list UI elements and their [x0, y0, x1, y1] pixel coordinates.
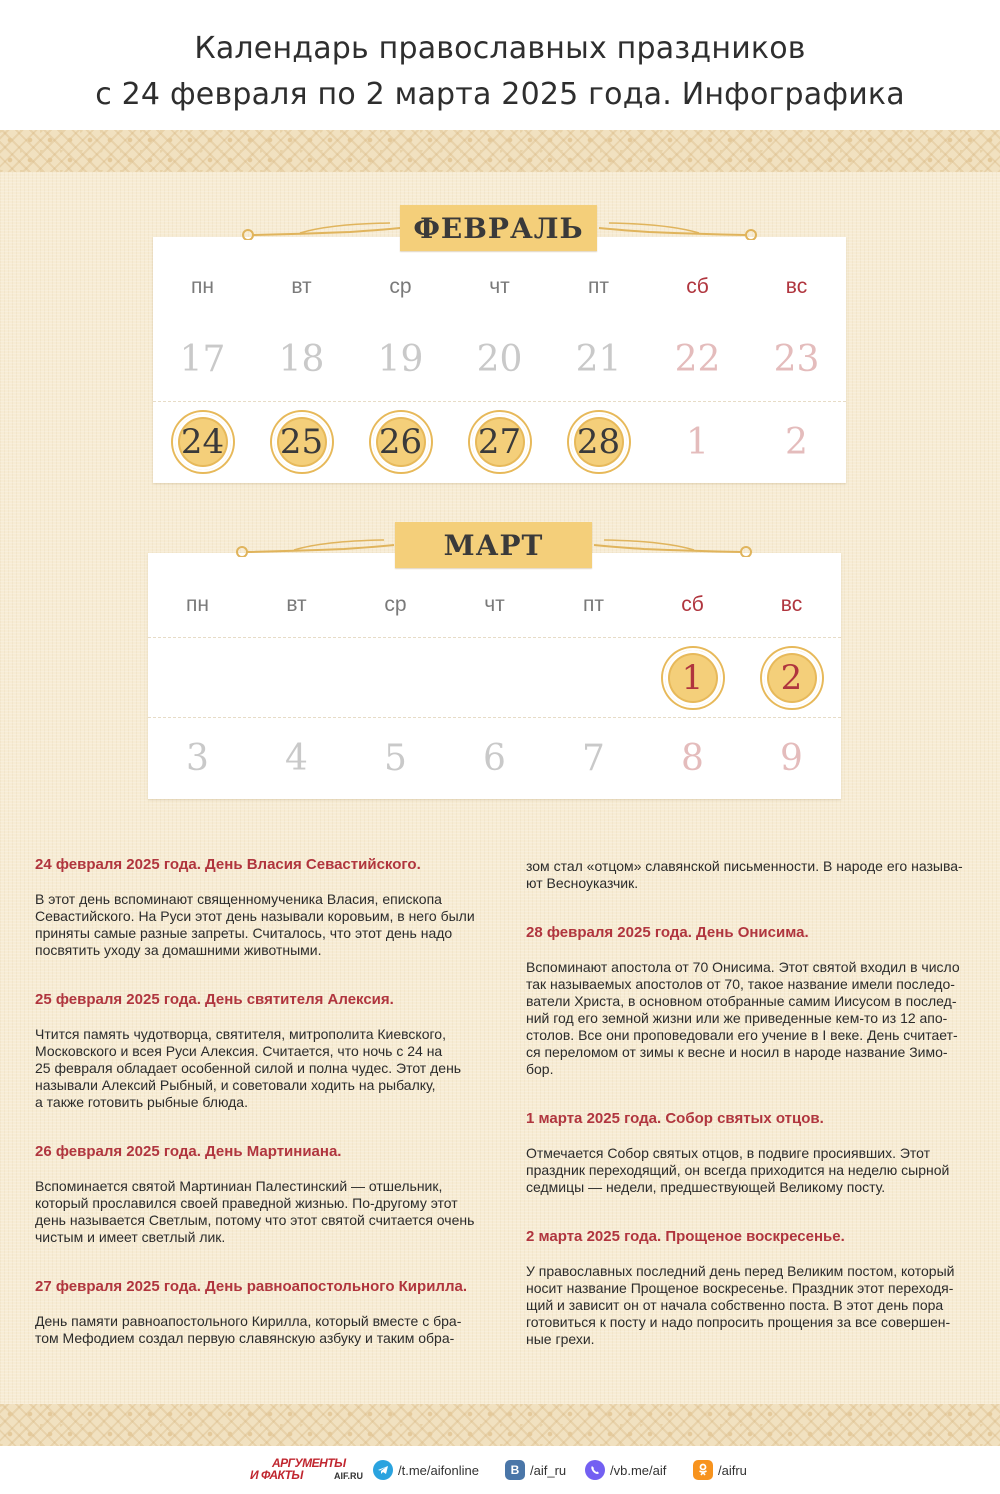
day-highlight-circle: 24 — [173, 412, 233, 472]
day-highlight-circle: 2 — [762, 648, 822, 708]
day-cell-highlighted — [643, 638, 742, 718]
day-cell: 7 — [582, 737, 605, 779]
day-cell: 9 — [780, 737, 803, 779]
social-label: /aif_ru — [530, 1462, 567, 1478]
event-heading: 26 февраля 2025 года. День Мартиниана. — [35, 1143, 342, 1160]
calendar-february — [153, 237, 846, 483]
day-cell: 21 — [575, 338, 622, 380]
weekday-sat: сб — [686, 275, 709, 298]
weekday-wed: ср — [384, 593, 407, 616]
day-cell-empty — [346, 638, 445, 718]
day-cell-empty — [445, 638, 544, 718]
viber-icon — [585, 1460, 605, 1480]
day-cell: 23 — [773, 338, 820, 380]
day-cell-highlighted — [549, 402, 648, 482]
week-row-1 — [153, 319, 846, 399]
social-link-viber[interactable] — [585, 1460, 666, 1480]
month-label-february: ФЕВРАЛЬ — [400, 205, 597, 251]
weekday-row — [153, 247, 846, 327]
week-row-1 — [148, 637, 841, 717]
title-line-1: Календарь православных праздников — [194, 31, 806, 66]
flourish-left-icon — [234, 537, 396, 557]
month-label-march: МАРТ — [395, 522, 592, 568]
day-cell-highlighted — [742, 638, 841, 718]
flourish-left-icon — [240, 220, 402, 240]
event-body: День памяти равноапостольного Кирилла, который вместе с бра- том Мефодием создал первую славянскую азбуку и таким обра- — [35, 1313, 462, 1346]
title-line-2: с 24 февраля по 2 марта 2025 года. Инфографика — [95, 77, 905, 112]
week-row-2 — [153, 401, 846, 481]
telegram-icon — [373, 1460, 393, 1480]
event-26-feb — [35, 1143, 475, 1246]
social-link-telegram[interactable] — [373, 1460, 479, 1480]
events-column-right — [526, 858, 966, 1348]
event-heading: 27 февраля 2025 года. День равноапостольного Кирилла. — [35, 1278, 467, 1295]
weekday-sun: вс — [785, 275, 808, 298]
event-27-feb — [35, 1278, 475, 1347]
weekday-thu: чт — [489, 275, 510, 298]
vk-icon: В — [505, 1460, 525, 1480]
weekday-tue: вт — [291, 275, 312, 298]
day-cell-empty — [544, 638, 643, 718]
logo-line-1: АРГУМЕНТЫ — [272, 1456, 346, 1470]
calendar-march — [148, 553, 841, 799]
event-body: Вспоминают апостола от 70 Онисима. Этот святой входил в число так называемых апостолов от 70, такое название имели последо- ватели Христа, в основном отобранные самим Иисусом в послед- ний год его земной жизни или же приведенные кем-то из 12 апо- столов. Все они проповедовали его учение в I веке. День считает- ся переломом от зимы к весне и носил в народе название Зимо- бор. — [526, 959, 960, 1077]
day-highlight-circle: 28 — [569, 412, 629, 472]
logo-site: AIF.RU — [334, 1471, 363, 1481]
day-cell: 5 — [384, 737, 407, 779]
event-25-feb — [35, 991, 475, 1111]
day-cell: 2 — [785, 421, 808, 463]
event-28-feb — [526, 924, 966, 1078]
day-cell-highlighted — [450, 402, 549, 482]
day-cell: 17 — [179, 338, 226, 380]
event-2-mar — [526, 1228, 966, 1348]
ok-icon — [693, 1460, 713, 1480]
social-link-ok[interactable] — [693, 1460, 747, 1480]
event-heading: 24 февраля 2025 года. День Власия Севастийского. — [35, 856, 421, 873]
event-heading: 1 марта 2025 года. Собор святых отцов. — [526, 1110, 824, 1127]
event-body: Отмечается Собор святых отцов, в подвиге просиявших. Этот праздник переходящий, он всегда приходится на неделю сырной седмицы — недели, предшествующей Великому посту. — [526, 1145, 950, 1195]
weekday-fri: пт — [583, 593, 604, 616]
weekday-sat: сб — [681, 593, 704, 616]
events-column-left — [35, 856, 475, 1347]
footer — [0, 1450, 1000, 1494]
weekday-thu: чт — [484, 593, 505, 616]
day-highlight-circle: 25 — [272, 412, 332, 472]
flourish-right-icon — [597, 220, 759, 240]
event-1-mar — [526, 1110, 966, 1196]
day-cell-highlighted — [252, 402, 351, 482]
weekday-row — [148, 565, 841, 645]
aif-logo[interactable] — [250, 1456, 363, 1485]
social-label: /t.me/aifonline — [398, 1462, 479, 1478]
day-highlight-circle: 27 — [470, 412, 530, 472]
event-body: В этот день вспоминают священномученика Власия, епископа Севастийского. На Руси этот день называли коровьим, в него были приняты самые разные запреты. Считалось, что этот день надо посвятить уходу за домашними животными. — [35, 891, 475, 958]
weekday-mon: пн — [186, 593, 209, 616]
event-body-continuation: зом стал «отцом» славянской письменности. В народе его называ- ют Весноуказчик. — [526, 858, 963, 891]
day-cell: 1 — [686, 421, 709, 463]
week-row-2 — [148, 717, 841, 797]
day-cell: 4 — [285, 737, 308, 779]
day-cell-highlighted — [153, 402, 252, 482]
event-heading: 25 февраля 2025 года. День святителя Алексия. — [35, 991, 394, 1008]
event-body: У православных последний день перед Великим постом, который носит название Прощеное воскресенье. Праздник этот переходя- щий и зависит он от начала собственно поста. В этот день пора готовиться к посту и надо попросить прощения за все совершен- ные грехи. — [526, 1263, 955, 1347]
event-body: Чтится память чудотворца, святителя, митрополита Киевского, Московского и всея Руси Алексия. Считается, что ночь с 24 на 25 февраля обладает особенной силой и полна чудес. Этот день называли Алексий Рыбный, и советовали ходить на рыбалку, а также готовить рыбные блюда. — [35, 1026, 462, 1110]
day-cell-empty — [148, 638, 247, 718]
day-cell-empty — [247, 638, 346, 718]
logo-line-2: И ФАКТЫ — [250, 1468, 303, 1482]
event-heading: 28 февраля 2025 года. День Онисима. — [526, 924, 809, 941]
day-cell: 8 — [681, 737, 704, 779]
weekday-wed: ср — [389, 275, 412, 298]
day-cell: 3 — [186, 737, 209, 779]
day-cell: 18 — [278, 338, 325, 380]
ornament-band-top — [0, 130, 1000, 172]
weekday-tue: вт — [286, 593, 307, 616]
day-cell-highlighted — [351, 402, 450, 482]
social-link-vk[interactable] — [505, 1460, 566, 1480]
weekday-fri: пт — [588, 275, 609, 298]
day-highlight-circle: 26 — [371, 412, 431, 472]
social-label: /vb.me/aif — [610, 1462, 667, 1478]
flourish-right-icon — [592, 537, 754, 557]
weekday-sun: вс — [780, 593, 803, 616]
day-cell: 22 — [674, 338, 721, 380]
ornament-band-bottom — [0, 1404, 1000, 1446]
social-label: /aifru — [718, 1462, 747, 1478]
day-cell: 6 — [483, 737, 506, 779]
weekday-mon: пн — [191, 275, 214, 298]
day-cell: 20 — [476, 338, 523, 380]
day-cell: 19 — [377, 338, 424, 380]
event-heading: 2 марта 2025 года. Прощеное воскресенье. — [526, 1228, 845, 1245]
page-title — [0, 26, 1000, 118]
day-highlight-circle: 1 — [663, 648, 723, 708]
event-24-feb — [35, 856, 475, 959]
event-body: Вспоминается святой Мартиниан Палестинский — отшельник, который прославился своей праведной жизнью. По-другому этот день называется Светлым, потому что этот святой считается очень чистым и имеет светлый лик. — [35, 1178, 475, 1245]
